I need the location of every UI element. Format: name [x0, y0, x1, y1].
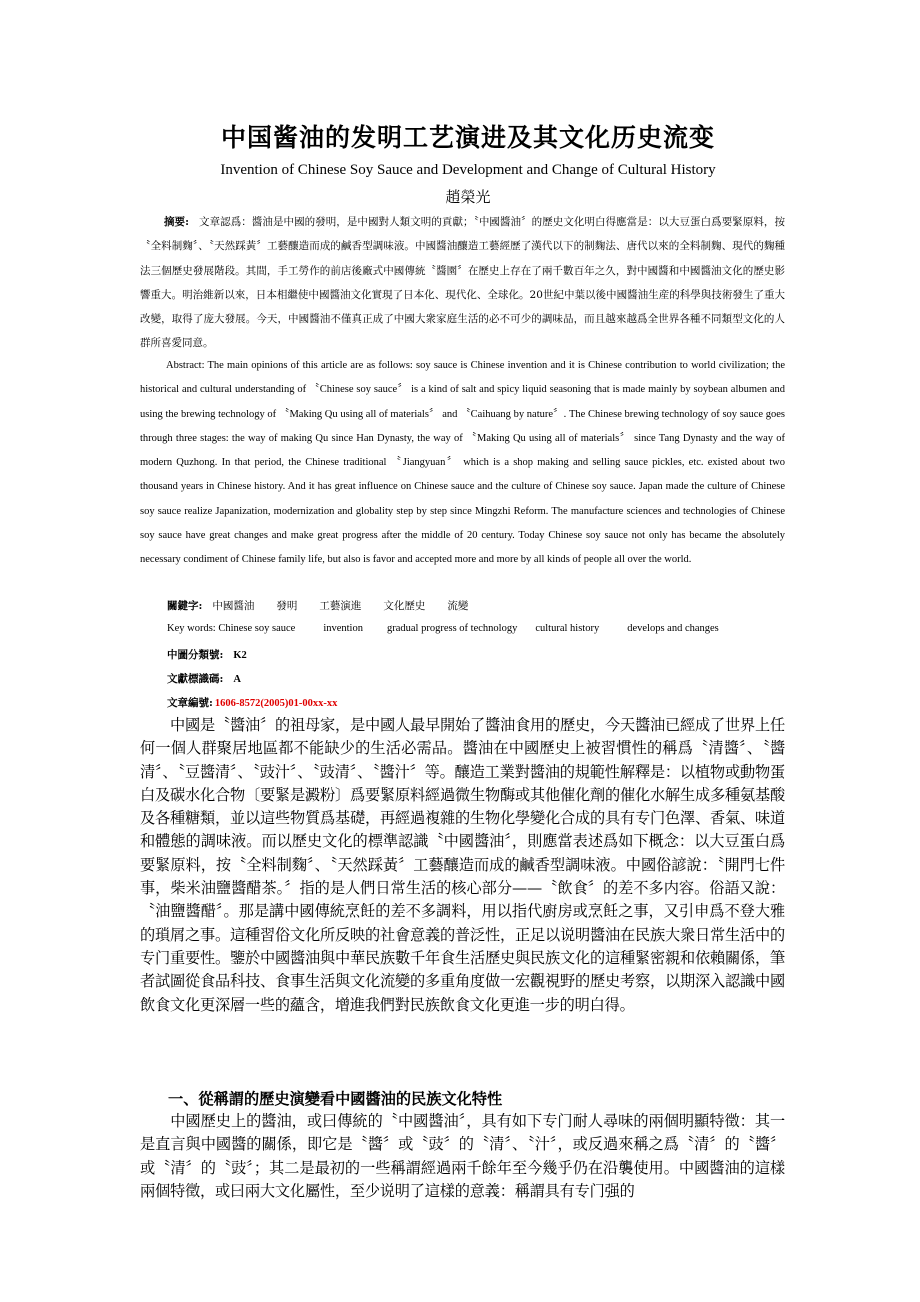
keyword-en-3: gradual progress of technology: [386, 623, 518, 634]
document-code: [167, 671, 241, 686]
abstract-english: [140, 354, 785, 573]
keyword-en-2: invention: [323, 623, 363, 634]
article-number: [167, 695, 337, 710]
keyword-zh-1: 中國醬油: [212, 600, 255, 612]
keywords-chinese: [167, 598, 468, 613]
classification-number: [167, 647, 247, 662]
keyword-en-4: cultural history: [535, 623, 600, 634]
body-paragraph-2: [140, 1110, 785, 1203]
abstract-en-text: Abstract: The main opinions of this article are as follows: soy sauce is Chinese invention and it is Chinese contribution to world civilization; the historical and cultural understanding of 〝Chinese soy sauce〞 is a kind of salt and spicy liquid seasoning that is made mainly by soybean albumen and using the brewing technology of 〝Making Qu using all of materials〞 and 〝Caihuang by nature〞. The Chinese brewing technology of soy sauce goes through three stages: the way of making Qu since Han Dynasty, the way of 〝Making Qu using all of materials〞 since Tang Dynasty and the way of modern Quzhong. In that period, the Chinese traditional 〝Jiangyuan〞 which is a shop making and selling sauce pickles, etc. existed about two thousand years in Chinese history. And it has great influence on Chinese sauce and the culture of Chinese soy sauce. Japan made the culture of Chinese soy sauce realize Japanization, modernization and globality step by step since Mingzhi Reform. The manufacture sciences and technologies of Chinese soy sauce have great changes and make great progress after the middle of 20 century. Today Chinese soy sauce not only has became the absolutely necessary condiment of Chinese family life, but also is favor and accepted more and more by all kinds of people all over the world.: [140, 360, 785, 566]
abstract-zh-label: 摘要:: [164, 216, 189, 228]
section-heading: 一、從稱謂的歷史演變看中國醬油的民族文化特性: [168, 1090, 503, 1108]
classification-label: 中圖分類號:: [167, 649, 224, 661]
keywords-english: [167, 623, 719, 634]
english-title: Invention of Chinese Soy Sauce and Development and Change of Cultural History: [220, 162, 716, 178]
article-id-value: 1606-8572(2005)01-00xx-xx: [214, 698, 338, 709]
author-name: 趙榮光: [445, 188, 491, 206]
keywords-en-label: Key words:: [167, 623, 216, 634]
keyword-zh-5: 流變: [447, 600, 469, 612]
body-paragraph-1: [140, 714, 785, 1017]
classification-value: K2: [233, 650, 247, 661]
article-id-label: 文章編號:: [167, 697, 213, 709]
keyword-en-5: develops and changes: [627, 623, 719, 634]
paragraph-1-text: 中國是〝醬油〞的祖母家，是中國人最早開始了醬油食用的歷史，今天醬油已經成了世界上任何一個人群聚居地區都不能缺少的生活必需品。醬油在中國歷史上被習慣性的稱爲〝清醬〞、〝醬清〞、〝豆醬清〞、〝豉汁〞、〝豉清〞、〝醬汁〞等。釀造工業對醬油的規範性解釋是：以植物或動物蛋白及碳水化合物〔要緊是澱粉〕爲要緊原料經過微生物酶或其他催化劑的催化水解生成多種氨基酸及各種糖類，並以這些物質爲基礎，再經過複雜的生物化學變化合成的具有专门色澤、香氣、味道和體態的調味液。而以歷史文化的標準認識〝中國醬油〞，則應當表述爲如下概念：以大豆蛋白爲要緊原料，按〝全料制麴〞、〝天然踩黃〞工藝釀造而成的鹹香型調味液。中國俗諺說：〝開門七件事，柴米油鹽醬醋茶。〞指的是人們日常生活的核心部分——〝飲食〞的差不多内容。俗語又說：〝油鹽醬醋〞。那是講中國傳統烹飪的差不多調料，用以指代廚房或烹飪之事，又引申爲不登大雅的瑣屑之事。這種習俗文化所反映的社會意義的普泛性，正足以说明醬油在民族大衆日常生活中的专门重要性。鑒於中國醬油與中華民族數千年食生活歷史與民族文化的這種緊密親和依賴關係，筆者試圖從食品科技、食事生活與文化流變的多重角度做一宏觀視野的歷史考察，以期深入認識中國飲食文化更深層一些的蘊含，增進我們對民族飲食文化更進一步的明白得。: [140, 716, 785, 1014]
page-title: 中国酱油的发明工艺演进及其文化历史流变: [220, 123, 715, 152]
keyword-zh-2: 發明: [276, 600, 298, 612]
abstract-zh-text: 文章認爲：醬油是中國的發明，是中國對人類文明的貢獻；〝中國醬油〞的歷史文化明白得應當是：以大豆蛋白爲要緊原料，按〝全料制麴〞、〝天然踩黃〞工藝釀造而成的鹹香型調味液。中國醬油釀造工藝經歷了漢代以下的制麴法、唐代以來的全料制麴、現代的麴種法三個歷史發展階段。其間，手工勞作的前店後廠式中國傳統〝醬園〞在歷史上存在了兩千數百年之久，對中國醬和中國醬油文化的歷史影響重大。明治維新以來，日本相繼使中國醬油文化實現了日本化、現代化、全球化。20世紀中葉以後中國醬油生産的科學與技術發生了重大改變，取得了庞大發展。今天，中國醬油不僅真正成了中國大衆家庭生活的必不可少的調味品，而且越來越爲全世界各種不同類型文化的人群所喜愛同意。: [140, 216, 785, 350]
doc-code-label: 文獻標識碼:: [167, 673, 224, 685]
keyword-zh-3: 工藝演進: [319, 600, 362, 612]
keywords-zh-label: 關鍵字:: [167, 600, 203, 612]
abstract-chinese: [140, 210, 785, 356]
keyword-zh-4: 文化歷史: [383, 600, 426, 612]
keyword-en-1: Chinese soy sauce: [218, 623, 296, 634]
paragraph-2-text: 中國歷史上的醬油，或曰傳統的〝中國醬油〞，具有如下专门耐人尋味的兩個明顯特徵：其一是直言與中國醬的關係，即它是〝醬〞或〝豉〞的〝清〞、〝汁〞，或反過來稱之爲〝清〞的〝醬〞或〝清〞的〝豉〞；其二是最初的一些稱謂經過兩千餘年至今幾乎仍在沿襲使用。中國醬油的這樣兩個特徵，或曰兩大文化屬性，至少说明了這樣的意義：稱謂具有专门强的: [140, 1112, 785, 1200]
doc-code-value: A: [233, 674, 241, 685]
